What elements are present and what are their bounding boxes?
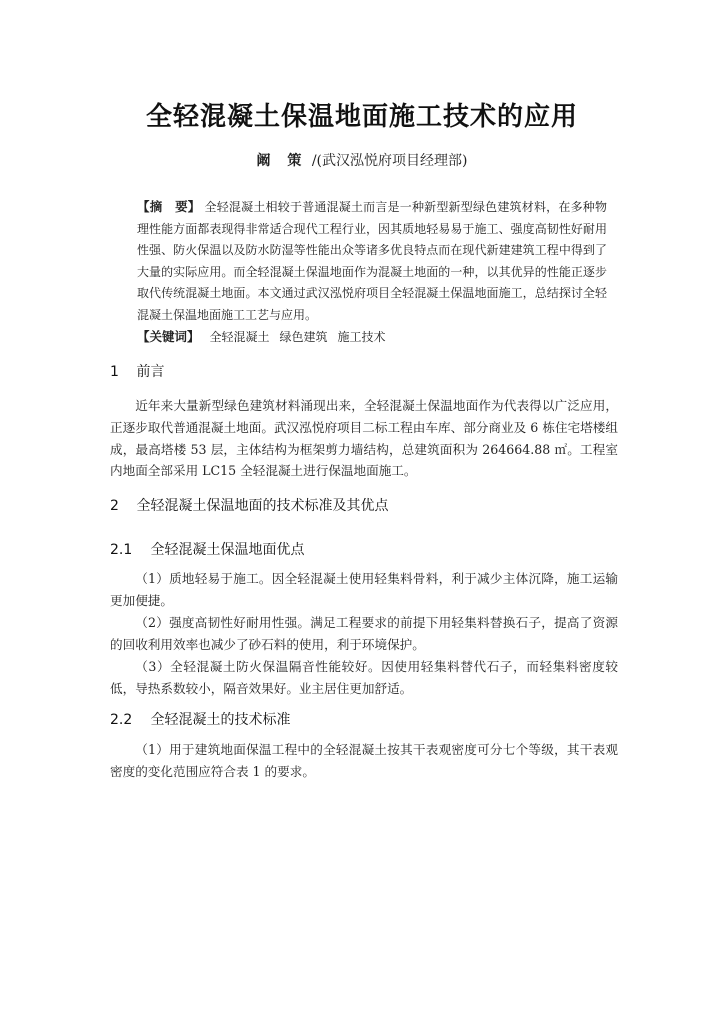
- body-paragraph: （1）质地轻易于施工。因全轻混凝土使用轻集料骨料，利于减少主体沉降，施工运输更加便捷。: [110, 571, 618, 608]
- body-paragraph: （1）用于建筑地面保温工程中的全轻混凝土按其干表观密度可分七个等级，其干表观密度的变化范围应符合表 1 的要求。: [110, 742, 618, 779]
- subsection-title: 全轻混凝土保温地面优点: [150, 542, 305, 558]
- article-title: 全轻混凝土保温地面施工技术的应用: [145, 102, 578, 132]
- section-heading-2: [110, 495, 388, 515]
- body-paragraph: （2）强度高韧性好耐用性强。满足工程要求的前提下用轻集料替换石子，提高了资源的回收利用效率也减少了砂石料的使用，利于环境保护。: [110, 615, 618, 652]
- subsection-number: 2.2: [110, 712, 133, 728]
- section-title: 全轻混凝土保温地面的技术标准及其优点: [136, 498, 389, 514]
- keyword: 施工技术: [337, 330, 386, 344]
- section-title: 前言: [136, 364, 165, 380]
- section-number: 1: [110, 364, 119, 380]
- keywords-label: 【关键词】: [137, 329, 200, 344]
- abstract-block: [137, 196, 607, 327]
- body-paragraph: 近年来大量新型绿色建筑材料涌现出来，全轻混凝土保温地面作为代表得以广泛应用，正逐步取代普通混凝土地面。武汉泓悦府项目二标工程由车库、部分商业及 6 栋住宅塔楼组成，最高塔楼 53 层，主体结构为框架剪力墙结构，总建筑面积为 264664.88 ㎡。工程室内地面全部采用 LC15 全轻混凝土进行保温地面施工。: [110, 398, 618, 479]
- subsection-heading-2-1: [110, 539, 304, 559]
- keyword: 全轻混凝土: [209, 330, 270, 344]
- abstract-text: 全轻混凝土相较于普通混凝土而言是一种新型新型绿色建筑材料，在多种物理性能方面都表现得非常适合现代工程行业，因其质地轻易易于施工、强度高韧性好耐用性强、防火保温以及防水防湿等性能出众等诸多优良特点而在现代新建建筑工程中得到了大量的实际应用。而全轻混凝土保温地面作为混凝土地面的一种，以其优异的性能正逐步取代传统混凝土地面。本文通过武汉泓悦府项目全轻混凝土保温地面施工，总结探讨全轻混凝土保温地面施工工艺与应用。: [137, 200, 607, 322]
- subsection-title: 全轻混凝土的技术标准: [150, 712, 291, 728]
- keyword: 绿色建筑: [279, 330, 328, 344]
- abstract-label: 【摘 要】: [137, 199, 201, 214]
- body-paragraph: （3）全轻混凝土防火保温隔音性能较好。因使用轻集料替代石子，而轻集料密度较低，导热系数较小，隔音效果好。业主居住更加舒适。: [110, 659, 618, 696]
- author-affiliation: /(武汉泓悦府项目经理部): [311, 153, 468, 169]
- author-line: [0, 150, 724, 170]
- subsection-heading-2-2: [110, 709, 290, 729]
- author-name: 阚 策: [256, 153, 308, 169]
- section-heading-1: [110, 361, 164, 381]
- section-number: 2: [110, 498, 119, 514]
- subsection-number: 2.1: [110, 542, 133, 558]
- keywords-line: [137, 327, 386, 345]
